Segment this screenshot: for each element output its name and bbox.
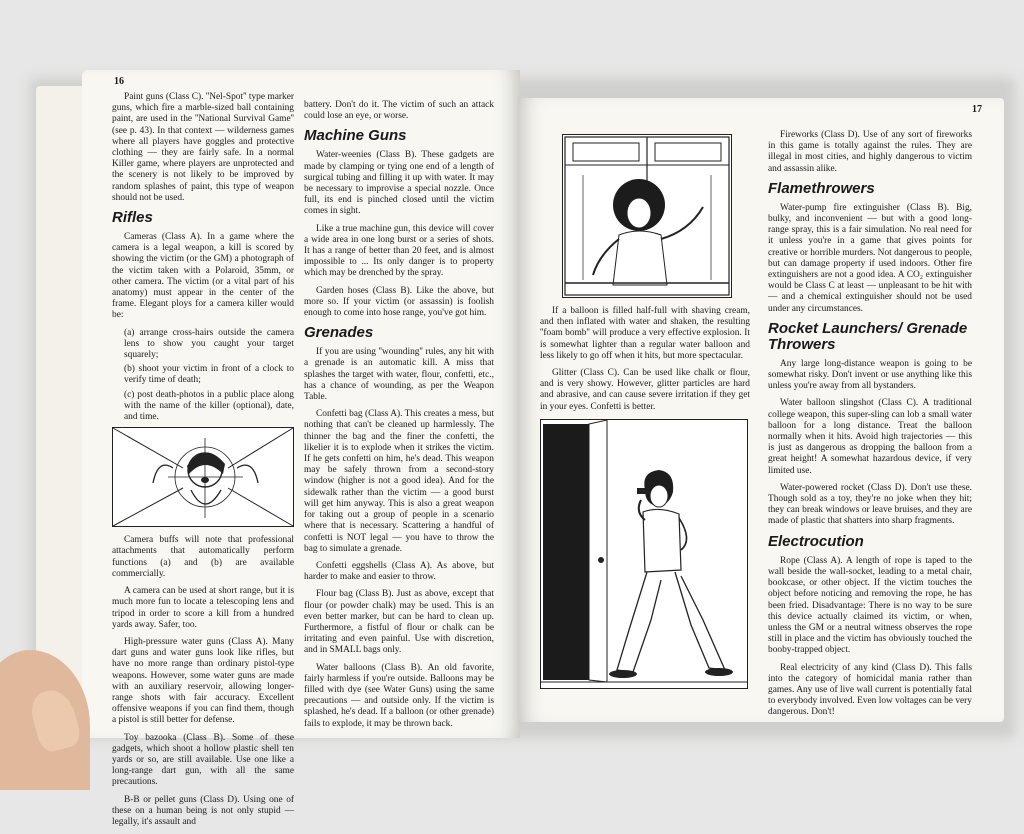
paragraph-fireworks: Fireworks (Class D). Use of any sort of fireworks in this game is totally against the rules. They are illegal in most cities, and highly dangerous to victim and assassin alike. [768,130,972,174]
right-column-2 [768,130,972,725]
paragraph-camera-buffs: Camera buffs will note that professional attachments that automatically perform functions (a) and (b) are available commercially. [112,535,294,579]
paragraph-battery: battery. Don't do it. The victim of such an attack could lose an eye, or worse. [304,100,494,122]
left-page [82,70,520,827]
list-item-c: (c) post death-photos in a public place along with the name of the killer (optional), date, and time. [124,389,294,423]
right-column-1 [540,130,750,697]
paragraph-foam-bomb: If a balloon is filled half-full with shaving cream, and then inflated with water and shaken, the resulting ''foam bomb'' will produce a very effective explosion. It is somewhat lighter than a regular water balloon and less likely to go off when it hits, but more spectacular. [540,306,750,361]
paragraph-rope: Rope (Class A). A length of rope is taped to the wall beside the wall-socket, leading to a metal chair, bookcase, or other object. If the victim touches the object before noticing and removing the rope, he has been fried. Disadvantage: There is no way to be sure this device actually claimed its victim, or when, unless the GM or a neutral witness observes the rope still in place and the victim has obviously touched the booby-trapped object. [768,555,972,656]
paragraph-real-electricity: Real electricity of any kind (Class D). This falls into the category of homicidal mania rather than games. Any use of live wall current is potentially fatal to everybody involved. Even low voltages can be very dangerous. Don't! [768,662,972,718]
left-column-2 [304,100,494,736]
paragraph-slingshot: Water balloon slingshot (Class C). A traditional college weapon, this super-sling can lob a small water balloon for a long distance. Treat the balloon normally when it hits. Avoid high trajectories — this is just as dangerous as dropping the balloon from a great height! A somewhat hazardous device, if very limited use. [768,398,972,476]
paragraph-confetti-eggshells: Confetti eggshells (Class A). As above, but harder to make and easier to throw. [304,560,494,583]
paragraph-flour-bag: Flour bag (Class B). Just as above, except that flour (or powder chalk) may be used. This is an even better marker, but can be hard to clean up. Furthermore, a fistful of flour or chalk can be irritating and even painful. Use with discretion, and in SMALL bags only. [304,589,494,656]
heading-rocket-launchers: Rocket Launchers/ Grenade Throwers [768,319,968,353]
paragraph-water-rocket: Water-powered rocket (Class D). Don't use these. Though sold as a toy, they're no joke when they hit; they can break windows or leave bruises, and they are made of plastic that shatters into sharp fragments. [768,482,972,527]
paragraph-machine-gun-like: Like a true machine gun, this device will cover a wide area in one long burst or a series of shots. It has a range of better than 20 feet, and is almost impossible to ... Its only danger is to property which may be drenched by the spray. [304,223,494,279]
illustration-man-with-gun [540,419,748,689]
paragraph-water-weenies: Water-weenies (Class B). These gadgets are made by clamping or tying one end of a length of surgical tubing and filling it up with water. It may be necessary to improvise a special nozzle. Once full, its end is pinched closed until the victim comes in sight. [304,150,494,217]
window-woman-drawing [563,135,731,297]
paragraph-water-balloons: Water balloons (Class B). An old favorite, fairly harmless if you're outside. Balloons may be filled with dye (see Water Guns) using the same precautions — and outside only. If the victim is splashed, he's dead. If a balloon (or other grenade) fails to explode, it may be thrown back. [304,662,494,729]
paragraph-glitter: Glitter (Class C). Can be used like chalk or flour, and is very showy. However, glitter particles are hard and abrasive, and can cause severe irritation if they get in your eyes. Confetti is better. [540,368,750,412]
paragraph-fire-extinguisher: Water-pump fire extinguisher (Class B). Big, bulky, and inconvenient — but with a good long-range spray, this is a fair simulation. No real need for it unless you're in a game that gives points for creative or horrible murders. Not dangerous to people, but can damage property if used indoors. Other fire extinguishers are not a good idea. A CO₂ extinguisher would be Class C at least — unpleasant to be hit with — and a chemical extinguisher should not be used under any circumstances. [768,202,972,314]
list-item-a: (a) arrange cross-hairs outside the camera lens to show you caught your target squarely; [124,327,294,361]
page-number: 17 [972,104,982,115]
paragraph-camera-range: A camera can be used at short range, but it is much more fun to locate a telescoping lens and tripod in order to score a kill from a hundred yards away. Safer, too. [112,586,294,630]
paragraph-paint-guns: Paint guns (Class C). ''Nel-Spot'' type marker guns, which fire a marble-sized ball containing paint, are used in the ''National Survival Game'' (see p. 43). In that context — wilderness games where all players have goggles and protective clothing — they are fairly safe. In a normal Killer game, where players are unprotected and the scenery is not likely to be improved by random splashes of paint, this type of weapon should not be used. [112,92,294,203]
heading-grenades: Grenades [304,324,374,342]
paragraph-water-guns: High-pressure water guns (Class A). Many dart guns and water guns look like rifles, but have no more range than ordinary pistol-type weapons. However, some water guns are made with an auxiliary reservoir, allowing longer-range shots with fair accuracy. Excellent offensive weapons if you can find them, though a pistol is still better for defense. [112,636,294,726]
paragraph-wounding: If you are using ''wounding'' rules, any hit with a grenade is an automatic kill. A miss that splashes the target with water, flour, confetti, etc., has a chance of wounding, as per the Weapon Table. [304,347,494,403]
right-page [518,98,1004,722]
illustration-camera-victim [112,427,294,527]
left-column-1 [112,92,294,834]
paragraph-bb-guns: B-B or pellet guns (Class D). Using one of these on a human being is not only stupid — legally, it's assault and [112,794,294,827]
paragraph-garden-hoses: Garden hoses (Class B). Like the above, but more so. If your victim (or assassin) is foolish enough to come into hose range, you've got him. [304,285,494,319]
paragraph-toy-bazooka: Toy bazooka (Class B). Some of these gadgets, which shoot a hollow plastic shell ten yards or so, are still available. Use one like a long-range dart gun, with all the same precautions. [112,732,294,788]
heading-electrocution: Electrocution [768,532,864,550]
heading-flamethrowers: Flamethrowers [768,179,875,197]
illustration-window-woman [562,134,732,298]
paragraph-long-distance: Any large long-distance weapon is going to be somewhat risky. Don't invent or use anything like this unless you're away from all bystanders. [768,358,972,392]
paragraph-cameras: Cameras (Class A). In a game where the camera is a legal weapon, a kill is scored by showing the victim (or the GM) a photograph of the victim taken with a Polaroid, 35mm, or other camera. The victim (or a vital part of his anatomy) must appear in the center of the frame. Elegant ploys for a camera killer would be: [112,232,294,321]
page-number: 16 [114,76,124,87]
list-item-b: (b) shoot your victim in front of a clock to verify time of death; [124,364,294,386]
camera-victim-drawing [113,428,293,526]
heading-machine-guns: Machine Guns [304,127,407,145]
paragraph-confetti-bag: Confetti bag (Class A). This creates a mess, but nothing that can't be cleaned up harmlessly. The thinner the bag and the finer the confetti, the likelier it is to explode when it strikes the victim. If he gets confetti on him, he's dead. This weapon may be safely thrown from a second-story window (higher is not a good idea). And for the sidewalk rather than the victim — a good burst will get him anyway. This is also a great weapon for taking out a group of people in a scenario where that is necessary. Scattering a handful of confetti is NOT legal — you have to throw the bag to simulate a grenade. [304,409,494,554]
man-with-gun-drawing [541,420,747,688]
heading-rifles: Rifles [112,209,153,227]
